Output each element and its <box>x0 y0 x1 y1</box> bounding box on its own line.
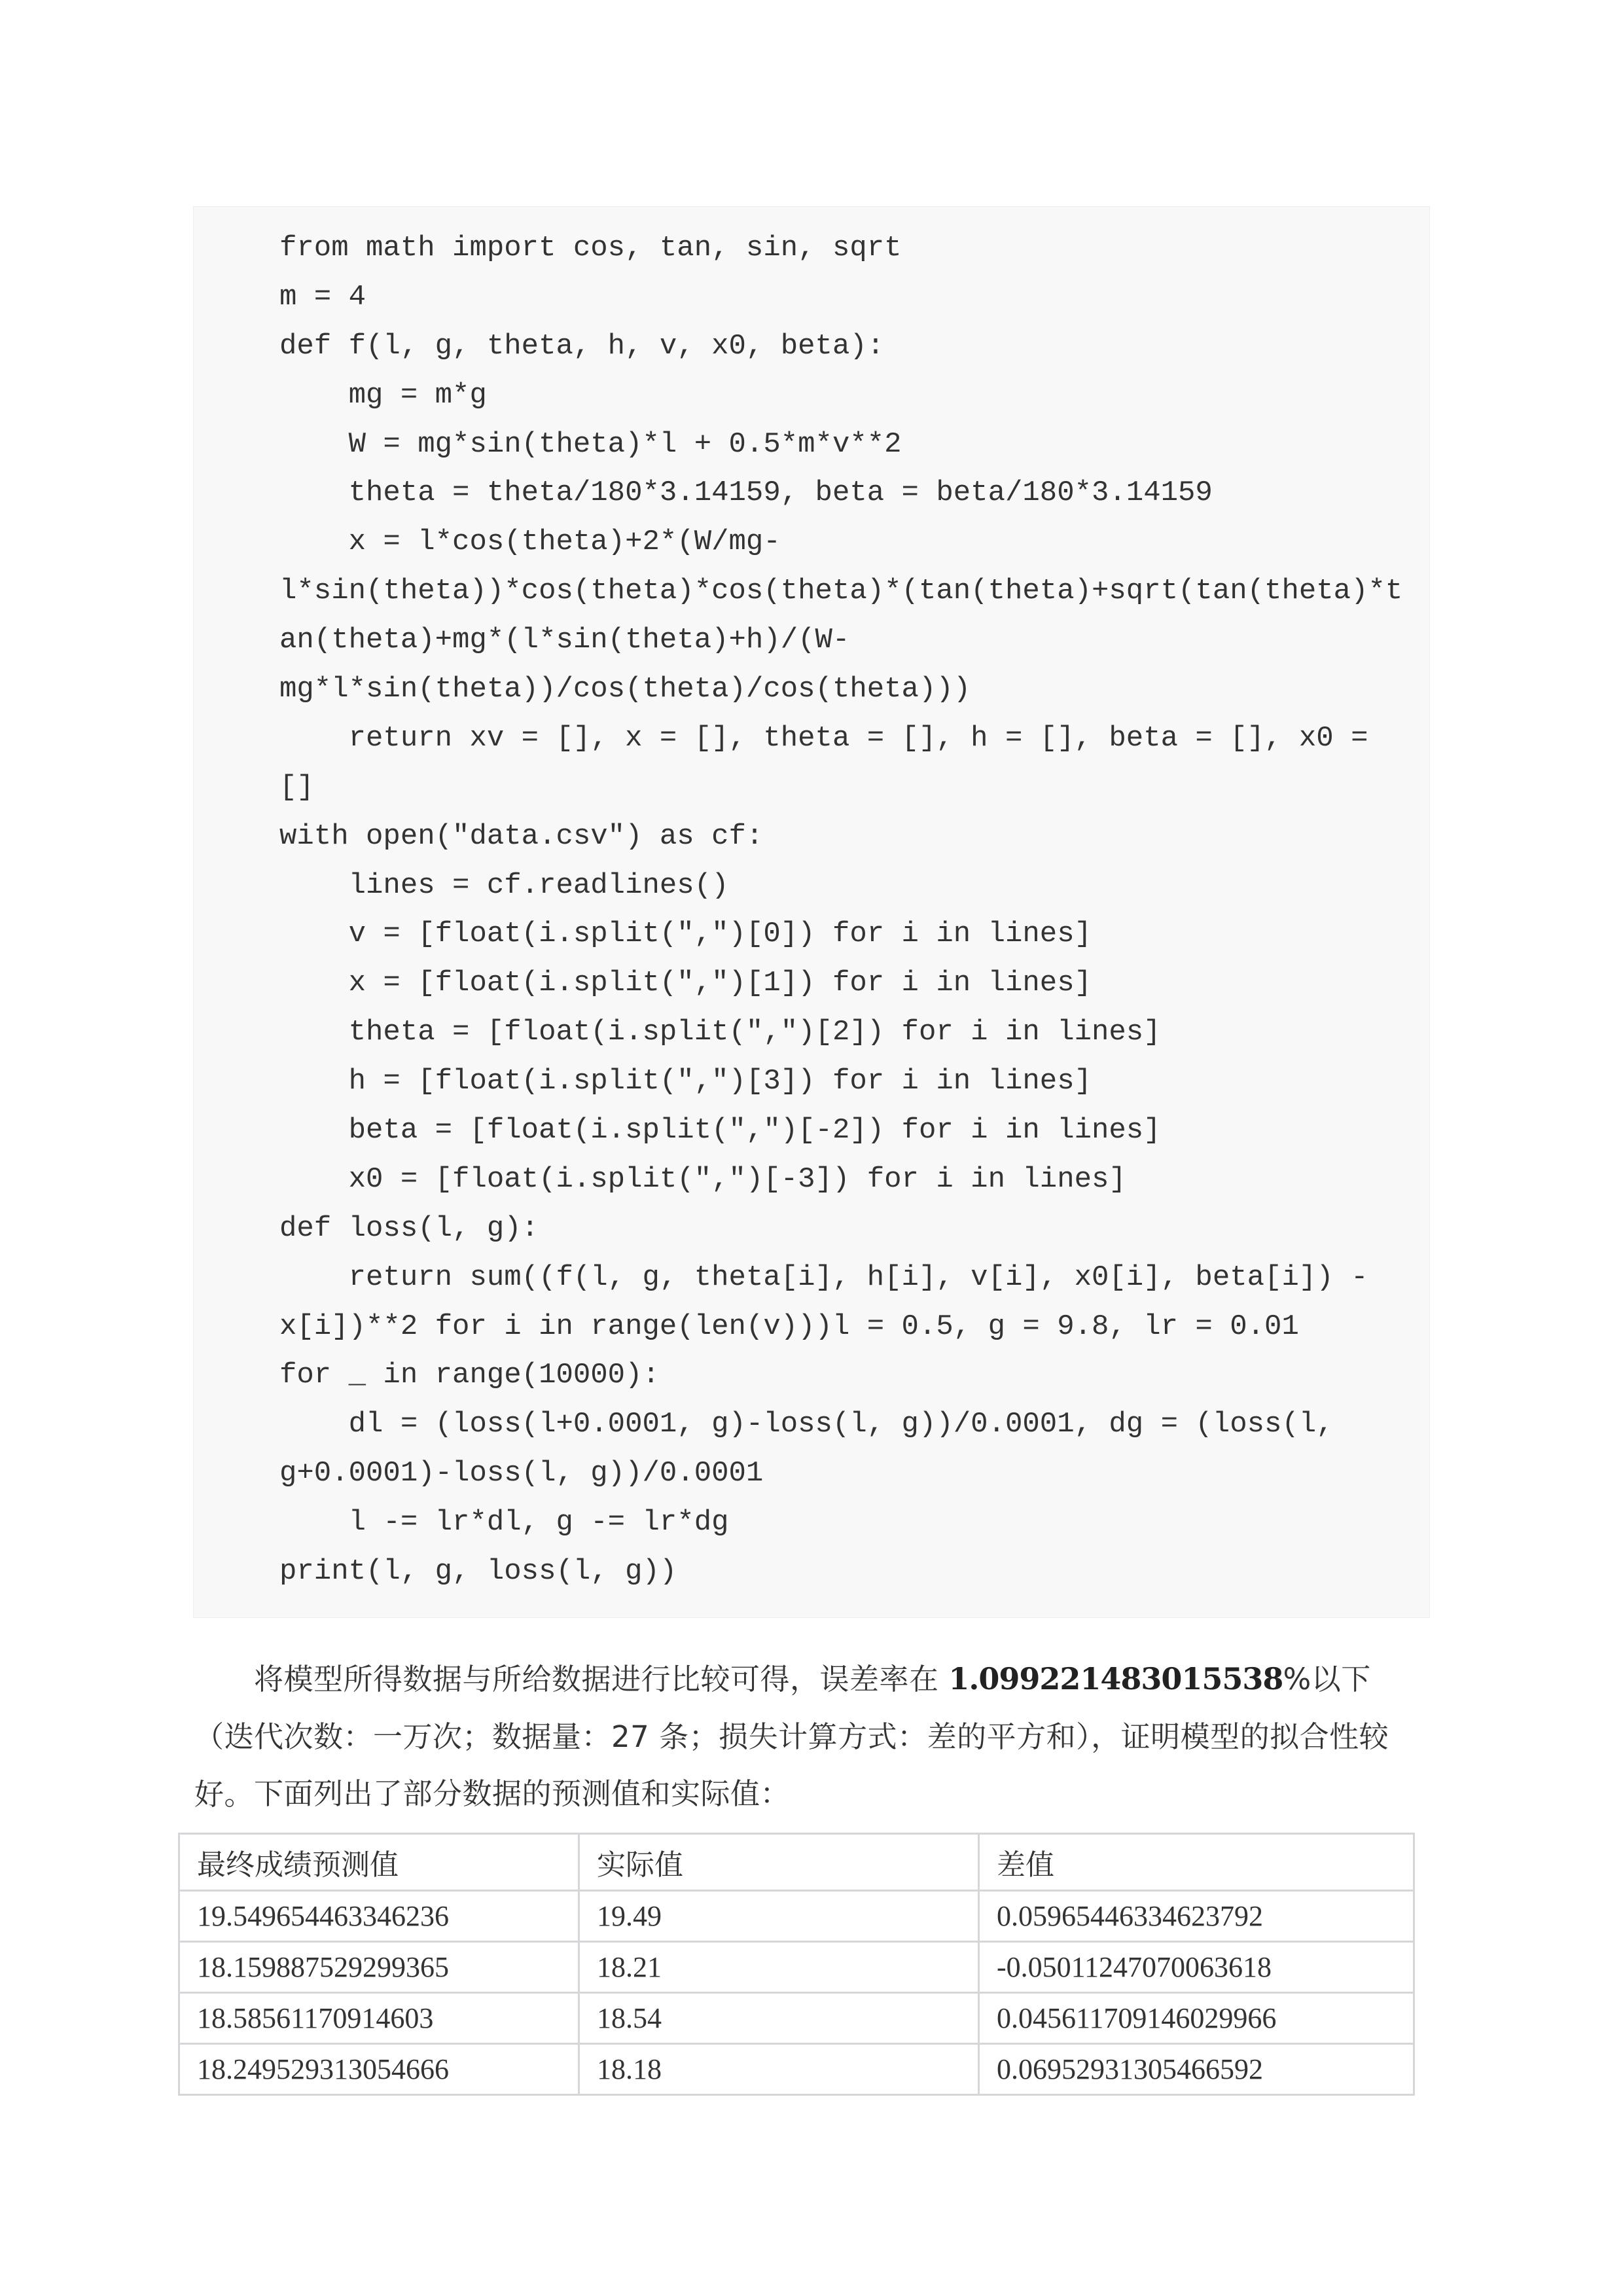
table-intro-paragraph: 下面列出了部分数据的预测值和实际值： <box>254 1776 791 1811</box>
code-line: return sum((f(l, g, theta[i], h[i], v[i], x0[i], beta[i]) - <box>279 1261 1368 1294</box>
cell-actual: 18.54 <box>579 1993 979 2044</box>
cell-predicted: 18.58561170914603 <box>179 1993 579 2044</box>
prediction-table <box>178 1833 1415 2096</box>
cell-difference: -0.05011247070063618 <box>979 1942 1414 1993</box>
error-rate-value: 1.099221483015538 <box>948 1661 1283 1696</box>
cell-difference: 0.045611709146029966 <box>979 1993 1414 2044</box>
code-line: mg = m*g <box>279 378 487 412</box>
code-line: x = l*cos(theta)+2*(W/mg- <box>279 526 781 559</box>
code-line: W = mg*sin(theta)*l + 0.5*m*v**2 <box>279 427 902 461</box>
code-line: with open("data.csv") as cf: <box>279 819 764 853</box>
cell-difference: 0.05965446334623792 <box>979 1891 1414 1942</box>
result-text-before: 将模型所得数据与所给数据进行比较可得，误差率在 <box>254 1662 949 1696</box>
code-line: def loss(l, g): <box>279 1211 539 1245</box>
code-line: x[i])**2 for i in range(len(v)))l = 0.5, g = 9.8, lr = 0.01 <box>279 1310 1299 1343</box>
code-line: h = [float(i.split(",")[3]) for i in lines] <box>279 1065 1092 1098</box>
code-block <box>193 206 1430 1618</box>
code-line: def f(l, g, theta, h, v, x0, beta): <box>279 329 885 363</box>
code-line: g+0.0001)-loss(l, g))/0.0001 <box>279 1457 764 1490</box>
header-predicted: 最终成绩预测值 <box>179 1834 579 1891</box>
cell-actual: 18.21 <box>579 1942 979 1993</box>
code-line: mg*l*sin(theta))/cos(theta)/cos(theta))) <box>279 673 971 706</box>
code-line: print(l, g, loss(l, g)) <box>279 1555 677 1588</box>
code-line: return xv = [], x = [], theta = [], h = [], beta = [], x0 = <box>279 721 1368 755</box>
code-line: lines = cf.readlines() <box>279 869 729 902</box>
code-line: dl = (loss(l+0.0001, g)-loss(l, g))/0.0001, dg = (loss(l, <box>279 1408 1334 1441</box>
code-line: beta = [float(i.split(",")[-2]) for i in lines] <box>279 1114 1161 1147</box>
cell-predicted: 19.549654463346236 <box>179 1891 579 1942</box>
table-row <box>179 1891 1414 1942</box>
header-actual: 实际值 <box>579 1834 979 1891</box>
code-lines <box>279 224 1418 1596</box>
code-line: theta = [float(i.split(",")[2]) for i in lines] <box>279 1016 1161 1049</box>
header-difference: 差值 <box>979 1834 1414 1891</box>
code-line: x = [float(i.split(",")[1]) for i in lines] <box>279 967 1092 1000</box>
code-line: v = [float(i.split(",")[0]) for i in lines] <box>279 918 1092 951</box>
result-text-after: %以下（迭代次数：一万次；数据量：27 条；损失计算方式：差的平方和），证明模型的拟合性较好。 <box>194 1662 1389 1812</box>
code-line: theta = theta/180*3.14159, beta = beta/180*3.14159 <box>279 476 1213 510</box>
code-line: l*sin(theta))*cos(theta)*cos(theta)*(tan(theta)+sqrt(tan(theta)*t <box>279 575 1403 608</box>
cell-actual: 19.49 <box>579 1891 979 1942</box>
code-line: for _ in range(10000): <box>279 1359 660 1392</box>
cell-difference: 0.06952931305466592 <box>979 2044 1414 2095</box>
code-line: x0 = [float(i.split(",")[-3]) for i in lines] <box>279 1162 1126 1196</box>
code-line: an(theta)+mg*(l*sin(theta)+h)/(W- <box>279 624 850 657</box>
code-line: l -= lr*dl, g -= lr*dg <box>279 1506 729 1539</box>
code-line: [] <box>279 770 314 804</box>
cell-predicted: 18.159887529299365 <box>179 1942 579 1993</box>
cell-actual: 18.18 <box>579 2044 979 2095</box>
code-line: m = 4 <box>279 280 366 314</box>
table-row <box>179 1993 1414 2044</box>
code-line: from math import cos, tan, sin, sqrt <box>279 232 902 264</box>
cell-predicted: 18.249529313054666 <box>179 2044 579 2095</box>
table-row <box>179 2044 1414 2095</box>
table-header-row <box>179 1834 1414 1891</box>
table-row <box>179 1942 1414 1993</box>
